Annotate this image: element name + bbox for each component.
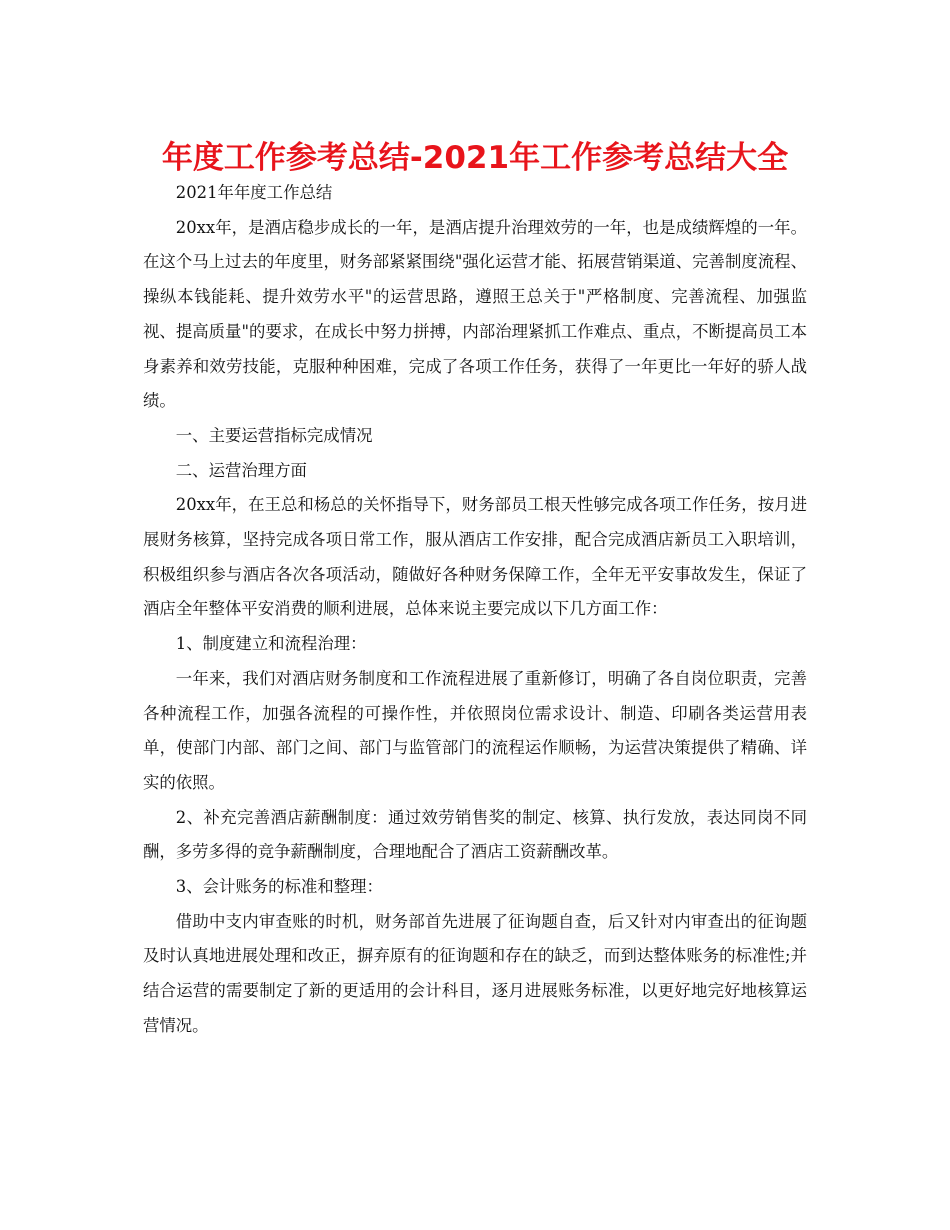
document-body (143, 176, 807, 1044)
intro-paragraph: 20xx年，是酒店稳步成长的一年，是酒店提升治理效劳的一年，也是成绩辉煌的一年。在这个马上过去的年度里，财务部紧紧围绕"强化运营才能、拓展营销渠道、完善制度流程、操纵本钱能耗、提升效劳水平"的运营思路，遵照王总关于"严格制度、完善流程、加强监视、提高质量"的要求，在成长中努力拼搏，内部治理紧抓工作难点、重点，不断提高员工本身素养和效劳技能，克服种种困难，完成了各项工作任务，获得了一年更比一年好的骄人战绩。 (143, 217, 807, 411)
operations-paragraph: 20xx年，在王总和杨总的关怀指导下，财务部员工根天性够完成各项工作任务，按月进展财务核算，坚持完成各项日常工作，服从酒店工作安排，配合完成酒店新员工入职培训，积极组织参与酒店各次各项活动，随做好各种财务保障工作，全年无平安事故发生，保证了酒店全年整体平安消费的顺利进展，总体来说主要完成以下几方面工作： (143, 495, 807, 619)
heading-operations-management: 二、运营治理方面 (175, 460, 307, 480)
heading-main-indicators: 一、主要运营指标完成情况 (175, 425, 373, 445)
item-3-heading: 3、会计账务的标准和整理： (175, 877, 383, 897)
item-1-paragraph: 一年来，我们对酒店财务制度和工作流程进展了重新修订，明确了各自岗位职责，完善各种流程工作，加强各流程的可操作性，并依照岗位需求设计、制造、印刷各类运营用表单，使部门内部、部门之间、部门与监管部门的流程运作顺畅，为运营决策提供了精确、详实的依照。 (143, 668, 807, 792)
section-subtitle: 2021年年度工作总结 (175, 183, 333, 202)
item-3-paragraph: 借助中支内审查账的时机，财务部首先进展了征询题自查，后又针对内审查出的征询题及时认真地进展处理和改正，摒弃原有的征询题和存在的缺乏，而到达整体账务的标准性;并结合运营的需要制定了新的更适用的会计科目，逐月进展账务标准，以更好地完好地核算运营情况。 (143, 911, 807, 1035)
item-2-paragraph: 2、补充完善酒店薪酬制度：通过效劳销售奖的制定、核算、执行发放，表达同岗不同酬，多劳多得的竞争薪酬制度，合理地配合了酒店工资薪酬改革。 (143, 807, 807, 862)
document-title: 年度工作参考总结-2021年工作参考总结大全 (161, 140, 789, 176)
item-1-heading: 1、制度建立和流程治理： (175, 634, 367, 654)
